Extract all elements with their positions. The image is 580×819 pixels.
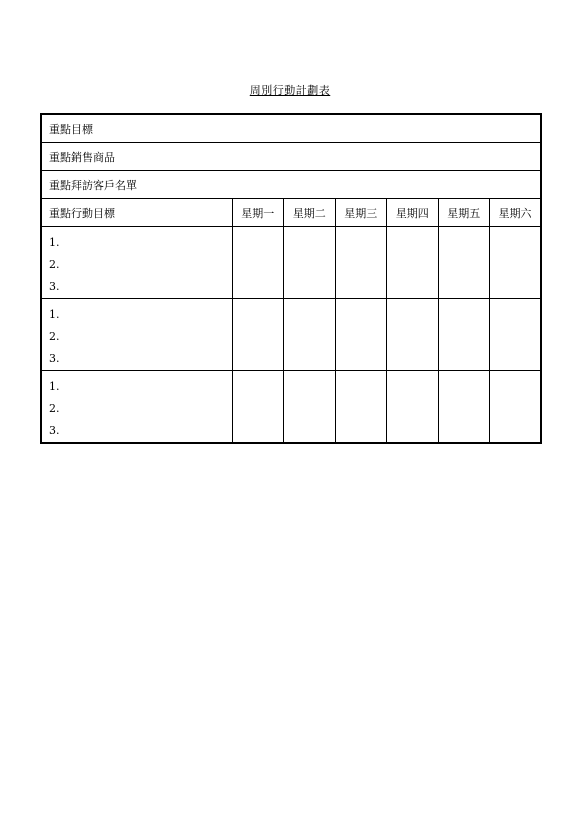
goal-item: 2. <box>49 402 60 415</box>
goal-list-cell[interactable] <box>41 299 232 371</box>
day-cell[interactable] <box>438 299 490 371</box>
day-cell[interactable] <box>387 299 439 371</box>
day-header-fri: 星期五 <box>438 199 490 227</box>
key-product-cell[interactable]: 重點銷售商品 <box>41 143 541 171</box>
key-target-cell[interactable]: 重點目標 <box>41 114 541 143</box>
day-cell[interactable] <box>335 227 387 299</box>
day-cell[interactable] <box>335 299 387 371</box>
goal-item: 3. <box>49 280 60 293</box>
key-client-row <box>41 171 541 199</box>
key-client-cell[interactable]: 重點拜訪客戶名單 <box>41 171 541 199</box>
day-cell[interactable] <box>490 299 542 371</box>
goal-item: 1. <box>49 380 60 393</box>
goal-group-row <box>41 299 541 371</box>
day-cell[interactable] <box>335 371 387 444</box>
weekly-action-plan-table <box>40 113 542 444</box>
goal-item: 1. <box>49 308 60 321</box>
goal-item: 3. <box>49 352 60 365</box>
day-header-mon: 星期一 <box>232 199 284 227</box>
goal-item: 1. <box>49 236 60 249</box>
goal-group-row <box>41 227 541 299</box>
day-header-sat: 星期六 <box>490 199 542 227</box>
day-cell[interactable] <box>490 371 542 444</box>
day-cell[interactable] <box>490 227 542 299</box>
day-header-thu: 星期四 <box>387 199 439 227</box>
goal-group-row <box>41 371 541 444</box>
key-target-row <box>41 114 541 143</box>
page-title: 周別行動計劃表 <box>249 84 331 97</box>
day-cell[interactable] <box>284 299 336 371</box>
day-cell[interactable] <box>284 371 336 444</box>
day-cell[interactable] <box>232 227 284 299</box>
day-cell[interactable] <box>438 227 490 299</box>
day-cell[interactable] <box>387 371 439 444</box>
goal-header: 重點行動目標 <box>41 199 232 227</box>
goal-list-cell[interactable] <box>41 227 232 299</box>
goal-item: 2. <box>49 258 60 271</box>
day-cell[interactable] <box>232 299 284 371</box>
day-cell[interactable] <box>284 227 336 299</box>
header-row <box>41 199 541 227</box>
day-header-wed: 星期三 <box>335 199 387 227</box>
day-cell[interactable] <box>387 227 439 299</box>
day-cell[interactable] <box>232 371 284 444</box>
goal-list-cell[interactable] <box>41 371 232 444</box>
day-cell[interactable] <box>438 371 490 444</box>
goal-item: 2. <box>49 330 60 343</box>
goal-item: 3. <box>49 424 60 437</box>
key-product-row <box>41 143 541 171</box>
day-header-tue: 星期二 <box>284 199 336 227</box>
